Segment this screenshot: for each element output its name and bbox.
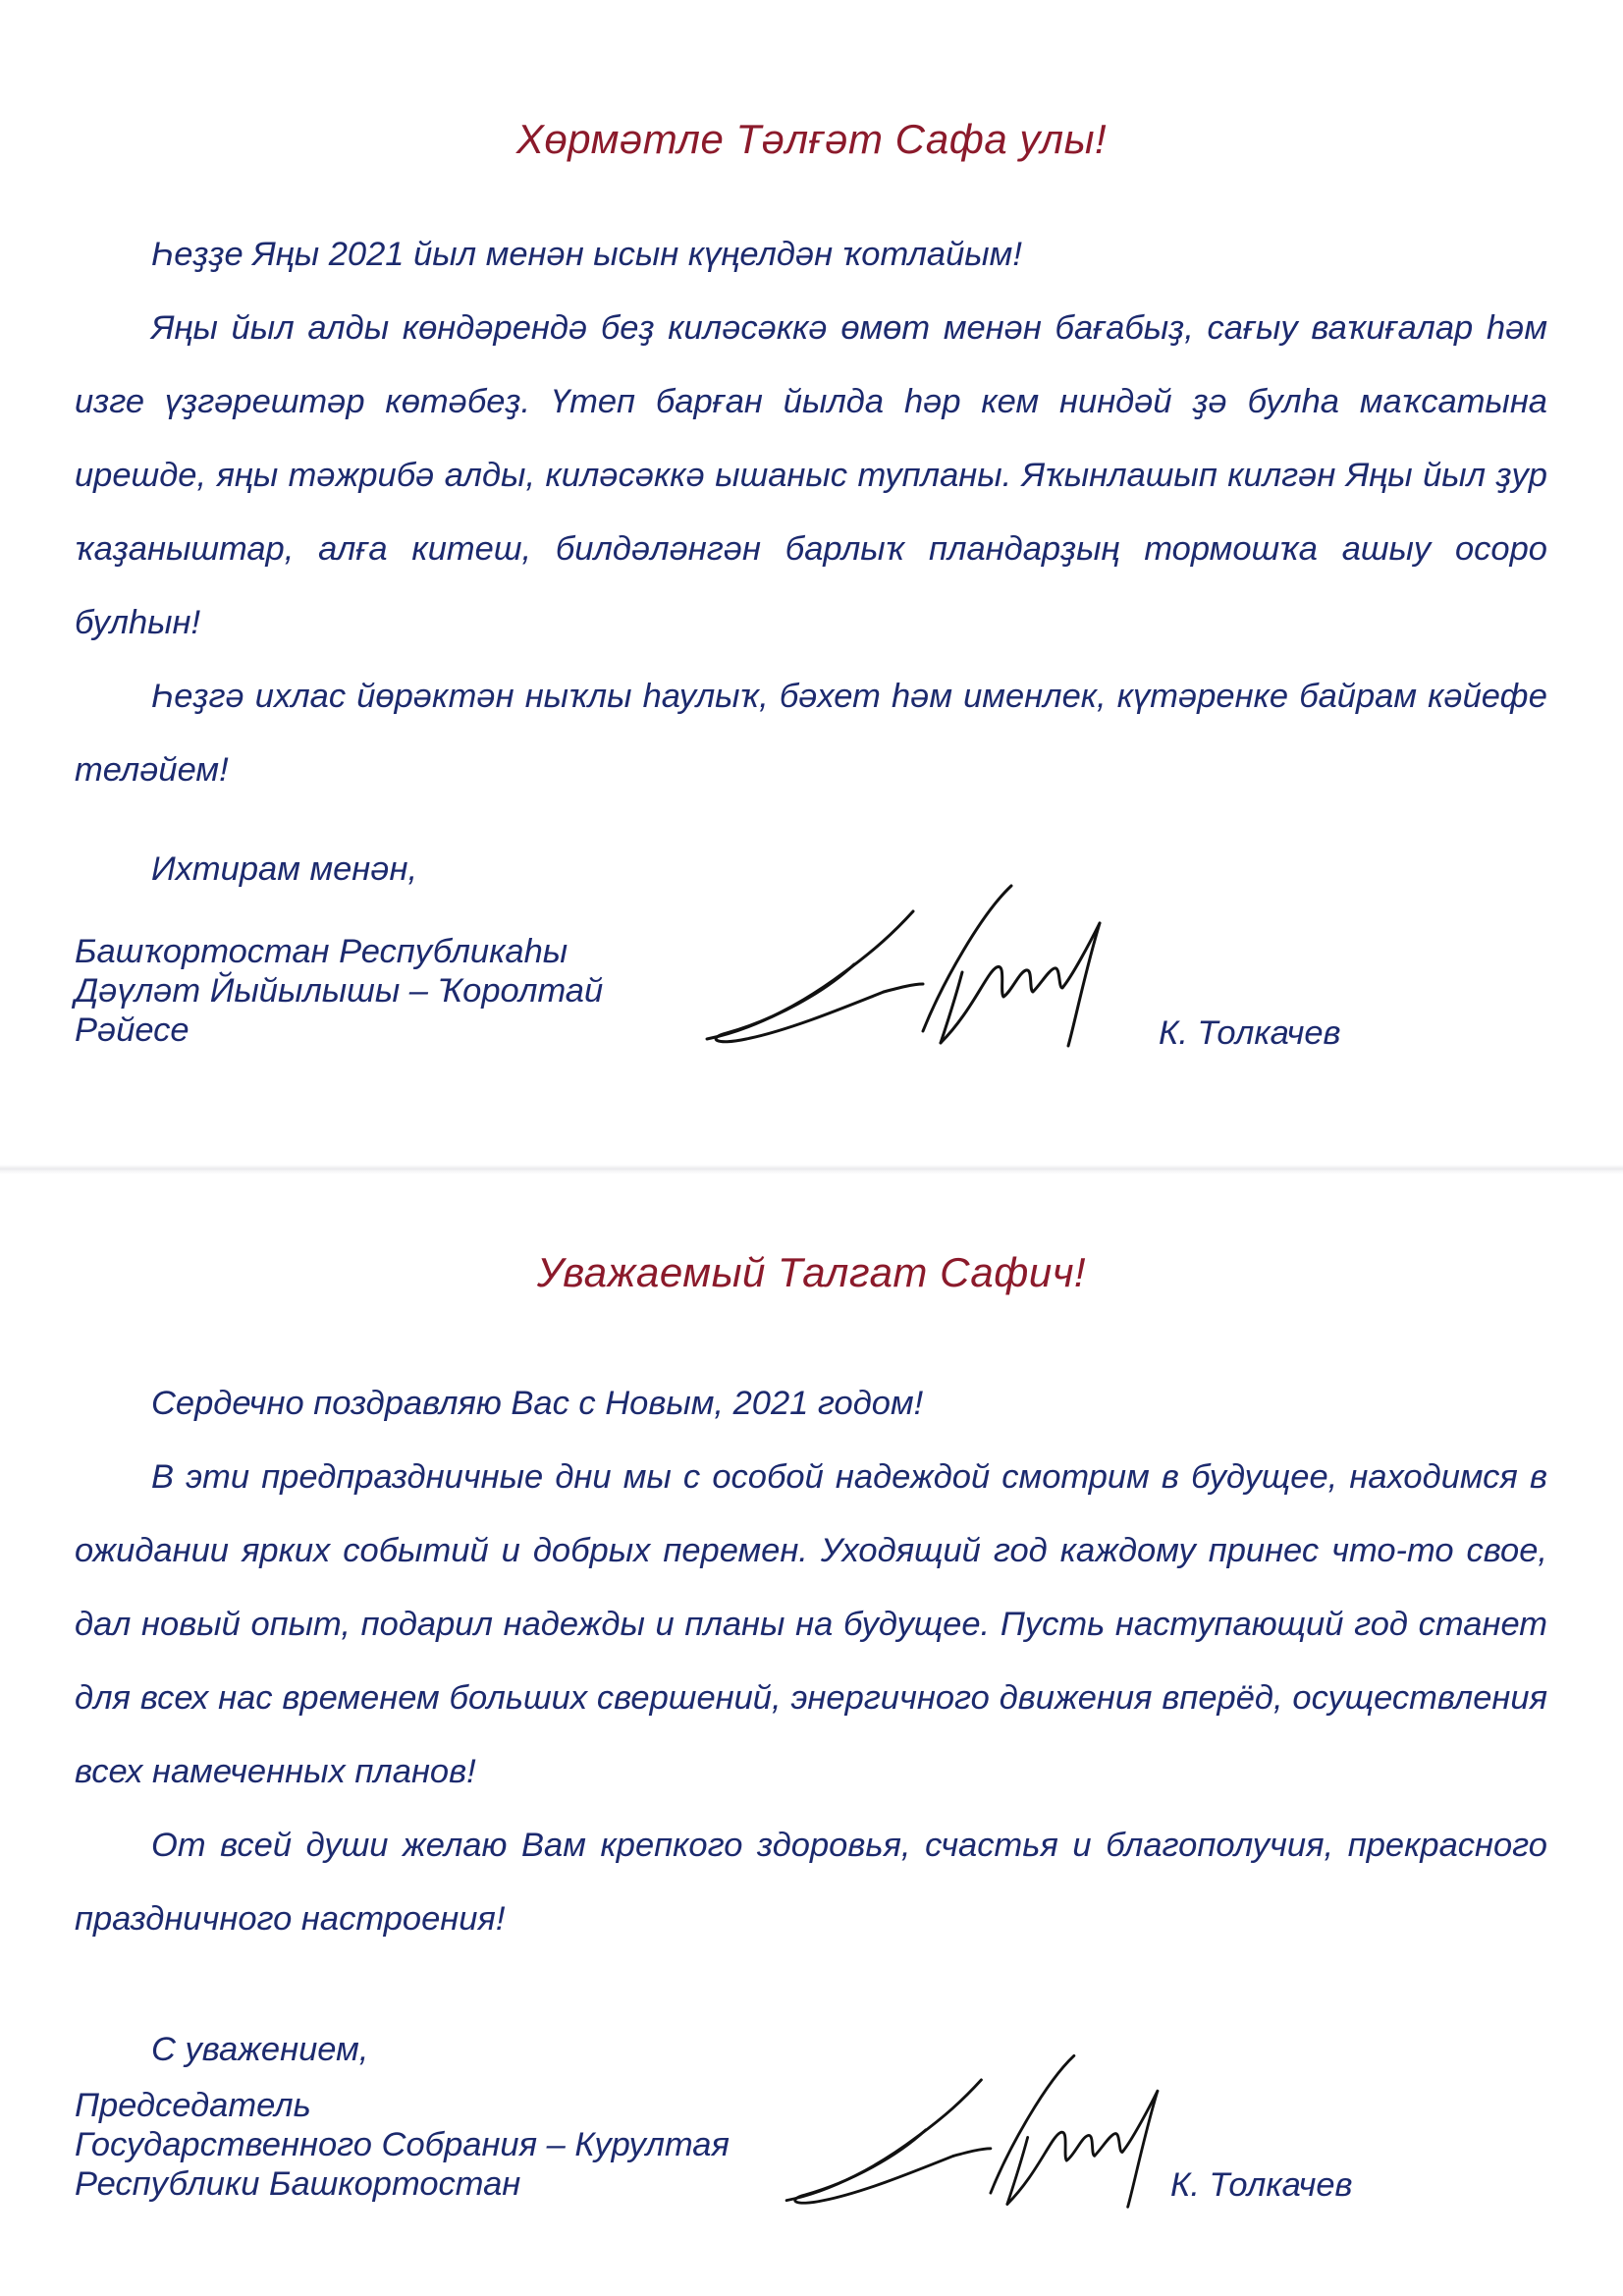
page-fold-divider <box>0 1165 1623 1175</box>
position-line: Рәйесе <box>75 1011 189 1049</box>
position-line: Дәүләт Йыйылышы – Ҡоролтай <box>75 972 604 1010</box>
paragraph-bashkir-1: Һеҙҙе Яңы 2021 йыл менән ысын күңелдән ҡотлайым! <box>151 236 1022 273</box>
signature-bashkir <box>687 874 1119 1051</box>
paragraph-russian-2: В эти предпраздничные дни мы с особой надеждой смотрим в будущее, находимся в ожидании ярких событий и добрых перемен. Уходящий год каждому принес что-то свое, дал новый опыт, подарил надежды и планы на будущее. Пусть наступающий год станет для всех нас временем больших свершений, энергичного движения вперёд, осуществления всех намеченных планов! <box>75 1458 1547 1790</box>
paragraph-bashkir-3: Һеҙгә ихлас йөрәктән ныҡлы һаулыҡ, бәхет һәм именлек, күтәренке байрам кәйефе теләйем! <box>75 678 1547 789</box>
position-line: Республики Башкортостан <box>75 2165 521 2203</box>
paragraph-russian-1: Сердечно поздравляю Вас с Новым, 2021 годом! <box>151 1385 924 1422</box>
position-line: Государственного Собрания – Курултая <box>75 2126 730 2163</box>
position-bashkir <box>75 932 603 1050</box>
signatory-bashkir: К. Толкачев <box>1159 1014 1341 1052</box>
closing-russian: С уважением, <box>151 2031 369 2068</box>
signature-russian <box>766 2045 1178 2212</box>
greeting-bashkir: Хөрмәтле Тәлғәт Сафа улы! <box>515 116 1108 162</box>
paragraph-russian-3: От всей души желаю Вам крепкого здоровья, счастья и благополучия, прекрасного праздничного настроения! <box>75 1827 1547 1938</box>
position-line: Председатель <box>75 2087 311 2124</box>
position-russian <box>75 2086 730 2204</box>
position-line: Башҡортостан Республикаһы <box>75 933 568 970</box>
signatory-russian: К. Толкачев <box>1170 2166 1353 2204</box>
closing-bashkir: Ихтирам менән, <box>151 850 418 888</box>
greeting-russian: Уважаемый Талгат Сафич! <box>536 1249 1087 1295</box>
paragraph-bashkir-2: Яңы йыл алды көндәрендә беҙ киләсәккә өмөт менән бағабыҙ, сағыу ваҡиғалар һәм изге үҙгәрештәр көтәбеҙ. Үтеп барған йылда һәр кем ниндәй ҙә булһа маҡсатына ирешде, яңы тәжрибә алды, киләсәккә ышаныс тупланы. Яҡынлашып килгән Яңы йыл ҙур ҡаҙаныштар, алға китеш, билдәләнгән барлыҡ пландарҙың тормошҡа ашыу осоро булһын! <box>75 309 1547 641</box>
